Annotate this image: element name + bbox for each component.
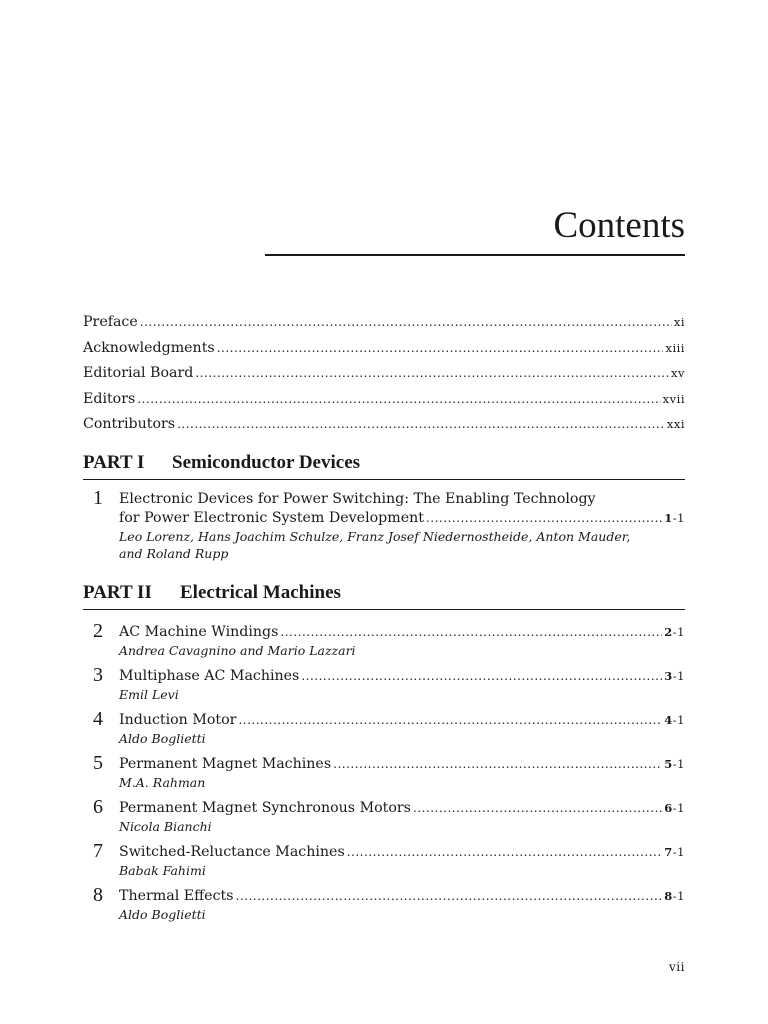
chapter-entry-3[interactable] <box>83 664 685 703</box>
chapter-number: 5 <box>93 752 103 774</box>
toc-entry-title: Contributors <box>83 416 176 432</box>
toc-entry-title: Acknowledgments <box>83 339 215 356</box>
chapter-authors: Babak Fahimi <box>119 863 206 878</box>
dot-leader <box>238 711 662 730</box>
chapter-authors-line1: Leo Lorenz, Hans Joachim Schulze, Franz Josef Niedernostheide, Anton Mauder, <box>119 529 631 544</box>
toc-entry-editors[interactable] <box>83 387 685 413</box>
chapter-number: 8 <box>93 884 103 906</box>
chapter-entry-5[interactable] <box>83 752 685 791</box>
front-matter-list <box>83 310 685 438</box>
toc-entry-acknowledgments[interactable] <box>83 336 685 362</box>
title-rule <box>265 254 685 256</box>
dot-leader <box>140 310 672 336</box>
toc-entry-title: Preface <box>83 314 138 330</box>
chapter-authors: M.A. Rahman <box>119 775 206 790</box>
chapter-title: Induction Motor <box>119 712 237 728</box>
chapter-page: 6-1 <box>664 801 685 815</box>
chapter-title-line1: Electronic Devices for Power Switching: The Enabling Technology <box>119 491 596 507</box>
dot-leader <box>177 412 665 438</box>
dot-leader <box>217 336 664 362</box>
chapter-entry-4[interactable] <box>83 708 685 747</box>
dot-leader <box>347 843 663 862</box>
toc-entry-contributors[interactable] <box>83 412 685 438</box>
part-number: PART I <box>83 452 145 473</box>
dot-leader <box>301 667 662 686</box>
dot-leader <box>280 623 662 642</box>
toc-entry-editorial-board[interactable] <box>83 361 685 387</box>
dot-leader <box>333 755 662 774</box>
chapter-authors: Andrea Cavagnino and Mario Lazzari <box>119 643 356 658</box>
chapter-page: 2-1 <box>664 625 685 639</box>
chapter-authors: Nicola Bianchi <box>119 819 212 834</box>
chapter-authors: Aldo Boglietti <box>119 907 206 922</box>
chapter-number: 2 <box>93 620 103 642</box>
toc-entry-preface[interactable] <box>83 310 685 336</box>
chapter-title: Thermal Effects <box>119 888 234 904</box>
chapter-title: AC Machine Windings <box>119 624 279 640</box>
chapter-page: 7-1 <box>664 845 685 859</box>
chapter-number: 3 <box>93 664 103 686</box>
chapter-authors-line2: and Roland Rupp <box>119 546 229 561</box>
chapter-entry-6[interactable] <box>83 796 685 835</box>
chapter-number: 1 <box>93 487 103 509</box>
toc-entry-page: xi <box>673 315 685 329</box>
page-number: vii <box>669 960 685 974</box>
toc-entry-page: xxi <box>666 417 685 431</box>
toc-entry-title: Editorial Board <box>83 365 194 381</box>
chapter-title: Permanent Magnet Synchronous Motors <box>119 800 411 816</box>
chapter-page: 4-1 <box>664 713 685 727</box>
toc-entry-page: xvii <box>662 391 685 406</box>
chapter-page: 1-1 <box>664 511 685 525</box>
chapter-entry-7[interactable] <box>83 840 685 879</box>
toc-entry-page: xv <box>671 366 685 380</box>
part-title: Electrical Machines <box>180 582 341 603</box>
chapter-page: 3-1 <box>664 669 685 683</box>
chapter-authors: Aldo Boglietti <box>119 731 206 746</box>
part-heading-1 <box>83 452 685 480</box>
chapter-page: 5-1 <box>664 757 685 771</box>
chapter-number: 6 <box>93 796 103 818</box>
chapter-title-line2: for Power Electronic System Development <box>119 510 424 526</box>
dot-leader <box>426 509 662 528</box>
chapter-entry-1[interactable] <box>83 487 685 562</box>
chapter-title: Multiphase AC Machines <box>119 668 300 684</box>
part-number: PART II <box>83 582 152 603</box>
chapter-page: 8-1 <box>664 889 685 903</box>
chapter-authors: Emil Levi <box>119 687 179 702</box>
page-title: Contents <box>553 205 685 246</box>
dot-leader <box>195 361 669 387</box>
chapter-number: 7 <box>93 840 103 862</box>
chapter-entry-2[interactable] <box>83 620 685 659</box>
chapter-title: Switched-Reluctance Machines <box>119 844 345 860</box>
chapter-entry-8[interactable] <box>83 884 685 923</box>
toc-entry-page: xiii <box>665 340 685 355</box>
chapter-number: 4 <box>93 708 103 730</box>
toc-entry-title: Editors <box>83 390 136 407</box>
dot-leader <box>137 387 660 413</box>
part-title: Semiconductor Devices <box>172 452 361 473</box>
part-heading-2 <box>83 582 685 610</box>
dot-leader <box>413 799 662 818</box>
dot-leader <box>236 887 663 906</box>
chapter-title: Permanent Magnet Machines <box>119 756 332 772</box>
